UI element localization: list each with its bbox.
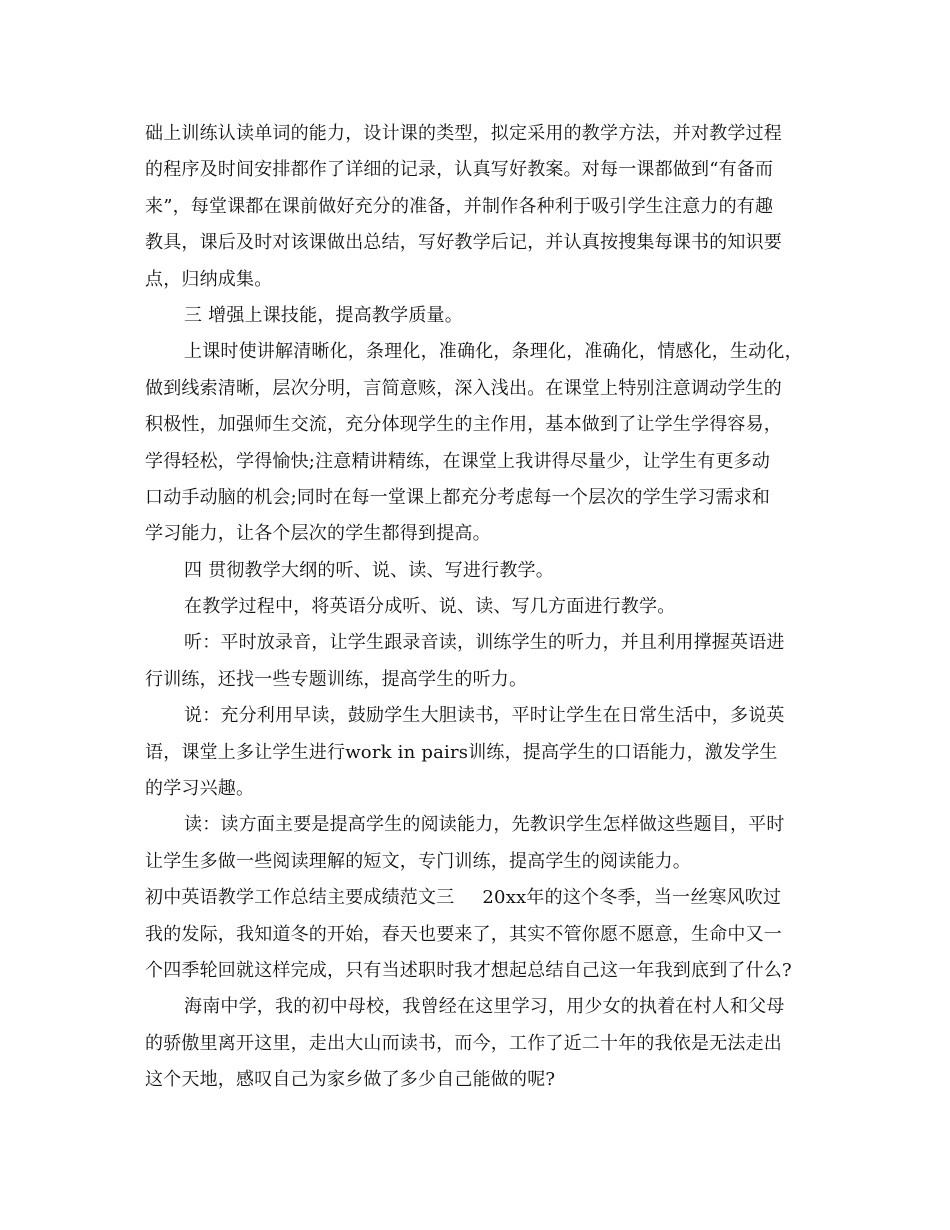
paragraph-start-line: 在教学过程中，将英语分成听、说、读、写几方面进行教学。 xyxy=(184,596,676,618)
text-line: 的学习兴趣。 xyxy=(145,778,255,800)
text-line: 教具，课后及时对该课做出总结，写好教学后记，并认真按搜集每课书的知识要 xyxy=(145,232,782,254)
summary-heading-line xyxy=(145,880,813,916)
listening-paragraph-start: 听：平时放录音，让学生跟录音读，训练学生的听力，并且利用撑握英语进 xyxy=(184,632,785,654)
reading-paragraph-start: 读：读方面主要是提高学生的阅读能力，先教识学生怎样做这些题目，平时 xyxy=(184,814,785,836)
paragraph-start-line: 海南中学，我的初中母校，我曾经在这里学习，用少女的执着在村人和父母 xyxy=(184,996,785,1018)
text-line: 的骄傲里离开这里，走出大山而读书，而今，工作了近二十年的我依是无法走出 xyxy=(145,1032,782,1054)
text-line: 语，课堂上多让学生进行work in pairs训练，提高学生的口语能力，激发学生 xyxy=(145,741,778,763)
text-line: 础上训练认读单词的能力，设计课的类型，拟定采用的教学方法，并对教学过程 xyxy=(145,123,782,144)
section-heading-four: 四 贯彻教学大纲的听、说、读、写进行教学。 xyxy=(184,559,554,581)
text-line: 学习能力，让各个层次的学生都得到提高。 xyxy=(145,523,491,545)
paragraph-start-line: 上课时使讲解清晰化，条理化，准确化，条理化，准确化，情感化，生动化， xyxy=(184,341,803,363)
text-line: 让学生多做一些阅读理解的短文，专门训练，提高学生的阅读能力。 xyxy=(145,850,691,872)
text-line: 做到线索清晰，层次分明，言简意赅，深入浅出。在课堂上特别注意调动学生的 xyxy=(145,377,782,399)
section-heading-three: 三 增强上课技能，提高教学质量。 xyxy=(184,304,463,326)
text-line: 行训练，还找一些专题训练，提高学生的听力。 xyxy=(145,668,528,690)
document-body xyxy=(145,116,813,1099)
text-line: 学得轻松，学得愉快;注意精讲精练，在课堂上我讲得尽量少，让学生有更多动 xyxy=(145,450,771,472)
text-line: 我的发际，我知道冬的开始，春天也要来了，其实不管你愿不愿意，生命中又一 xyxy=(145,923,782,945)
text-line: 这个天地，感叹自己为家乡做了多少自己能做的呢? xyxy=(145,1069,556,1091)
text-line: 口动手动脑的机会;同时在每一堂课上都充分考虑每一个层次的学生学习需求和 xyxy=(145,486,771,508)
text-line: 来”，每堂课都在课前做好充分的准备，并制作各种利于吸引学生注意力的有趣 xyxy=(145,195,774,217)
summary-first-sentence: 20xx年的这个冬季，当一丝寒风吹过 xyxy=(482,887,782,909)
text-line: 点，归纳成集。 xyxy=(145,268,273,290)
summary-heading: 初中英语教学工作总结主要成绩范文三 xyxy=(145,887,455,909)
speaking-paragraph-start: 说：充分利用早读，鼓励学生大胆读书，平时让学生在日常生活中，多说英 xyxy=(184,705,785,727)
text-line: 积极性，加强师生交流，充分体现学生的主作用，基本做到了让学生学得容易， xyxy=(145,414,782,436)
text-line: 的程序及时间安排都作了详细的记录，认真写好教案。对每一课都做到“有备而 xyxy=(145,159,774,181)
text-line: 个四季轮回就这样完成，只有当述职时我才想起总结自己这一年我到底到了什么? xyxy=(145,959,792,981)
